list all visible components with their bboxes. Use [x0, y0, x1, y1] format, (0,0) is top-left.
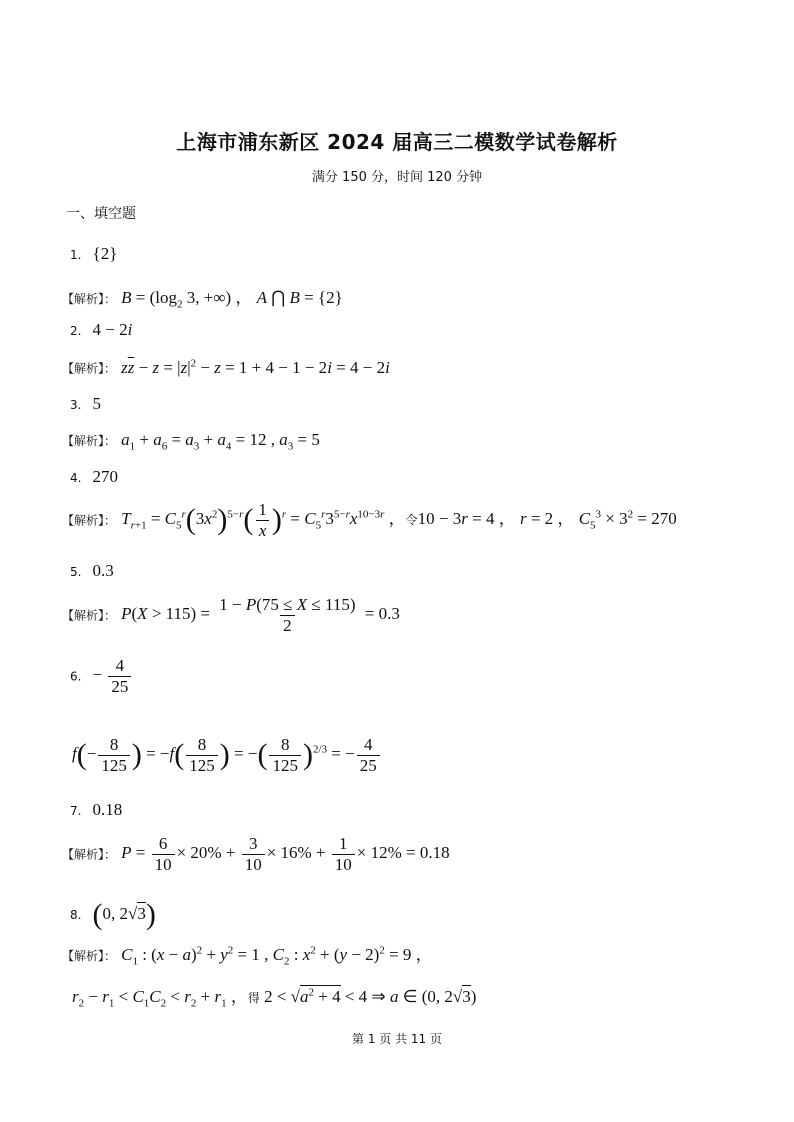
question-2-answer: 2. 4 − 2i	[70, 320, 133, 339]
section-heading: 一、填空题	[66, 206, 136, 222]
question-5-analysis: 【解析】： P(X > 115) = $\frac{1 - P(75 \le X \le 115)}{2}$ = 0.3	[62, 595, 400, 635]
question-8-analysis-line-2: $r_2 - r_1 < C_1C_2 < r_2 + r_1$ ，得 $2 < √a^2 + 4 < 4$ ⇒ a ∈ (0, 2√3)	[72, 986, 477, 1010]
page-title: 上海市浦东新区 2024 届高三二模数学试卷解析	[176, 130, 618, 154]
question-7-analysis: 【解析】： P = $\frac{6}{10}$ × 20% + $\frac{3}{10}$ × 16% + $\frac{1}{10}$ × 12% = 0.18	[62, 834, 450, 874]
page-subtitle: 满分 150 分，时间 120 分钟	[311, 170, 483, 185]
question-5-answer: 5. 0.3	[70, 561, 114, 580]
question-8-analysis-line-1: 【解析】： $C_1$ : $(x - a)^2 + y^2 = 1$ , $C_2$ : $x^2 + (y - 2)^2 = 9$ ，	[62, 944, 433, 968]
question-1-analysis: 【解析】： $B = (\log_2$ 3, +∞) ， A ⋂ B = {2}	[62, 288, 343, 311]
page-footer: 第 1 页 共 11 页	[352, 1032, 442, 1046]
question-3-analysis: 【解析】： $a_1 + a_6 = a_3 + a_4 = 12$ , $a_3 = 5$	[62, 430, 320, 453]
question-6-analysis: f(− $\frac{8}{125}$ ) = −f( $\frac{8}{125}$ ) = −( $\frac{8}{125}$ )$^{2/3}$ = − $\frac{4}{25}$	[72, 735, 382, 776]
question-7-answer: 7. 0.18	[70, 800, 123, 819]
question-2-analysis: 【解析】： $z\overline{z} - z = |z|^2 - z = 1 + 4 - 1 - 2i = 4 - 2i$	[62, 357, 390, 377]
question-3-answer: 3. 5	[70, 394, 102, 413]
question-1-answer: 1. {2}	[70, 244, 118, 263]
question-8-answer: 8. (0, 2√3)	[70, 898, 156, 931]
question-4-answer: 4. 270	[70, 467, 119, 486]
question-6-answer: 6. − $\frac{4}{25}$	[70, 656, 133, 697]
question-4-analysis: 【解析】： $T_{r+1} = C_5^r(3x^2)^{5-r}$( $\frac{1}{x}$ )$^r = C_5^r3^{5-r}x^{10-3r}$ ，令10 − 3r = 4 ， r = 2 ， $C_5^3 \times 3^2 = 270$	[62, 500, 677, 540]
